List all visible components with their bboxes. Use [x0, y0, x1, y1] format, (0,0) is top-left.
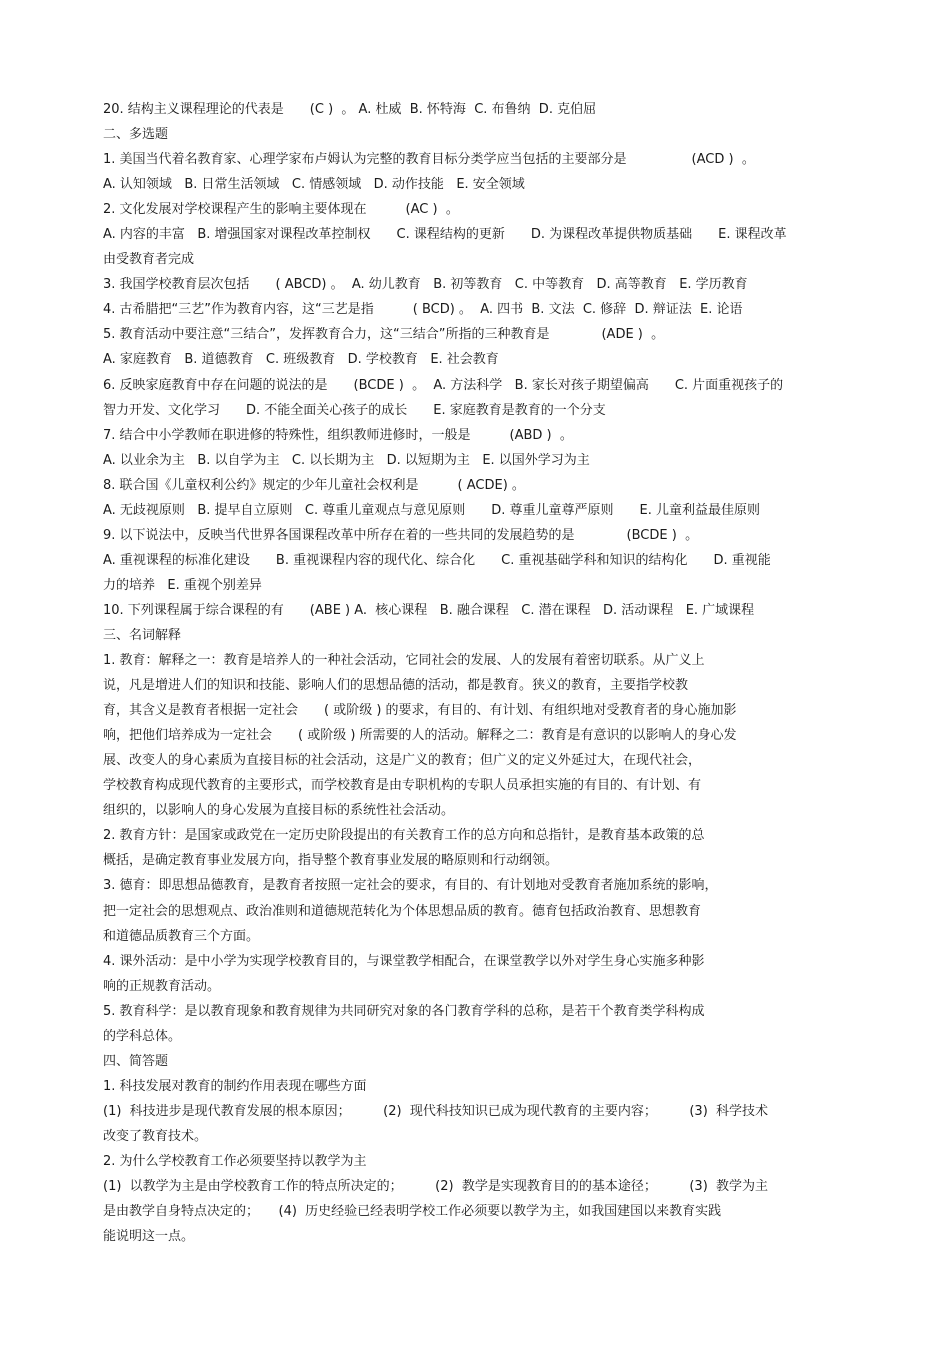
text-line: 6. 反映家庭教育中存在问题的说法的是 (BCDE ) 。 A. 方法科学 B. 家长对孩子期望偏高 C. 片面重视孩子的 [103, 377, 784, 393]
text-line: A. 内容的丰富 B. 增强国家对课程改革控制权 C. 课程结构的更新 D. 为课程改革提供物质基础 E. 课程改革 [103, 227, 787, 243]
text-line: 3. 我国学校教育层次包括 ( ABCD) 。 A. 幼儿教育 B. 初等教育 C. 中等教育 D. 高等教育 E. 学历教育 [103, 277, 748, 293]
text-line: 响的正规教育活动。 [103, 978, 221, 994]
text-line: 学校教育构成现代教育的主要形式，而学校教育是由专职机构的专职人员承担实施的有目的、有计划、有 [103, 778, 702, 794]
text-line: 由受教育者完成 [103, 252, 195, 268]
text-line: 2. 为什么学校教育工作必须要坚持以教学为主 [103, 1153, 367, 1169]
text-line: 3. 德育：即思想品德教育，是教育者按照一定社会的要求，有目的、有计划地对受教育者施加系统的影响， [103, 878, 718, 894]
text-line: 组织的，以影响人的身心发展为直接目标的系统性社会活动。 [103, 803, 455, 819]
text-line: 二、多选题 [103, 127, 169, 143]
text-line: 7. 结合中小学教师在职进修的特殊性，组织教师进修时，一般是 (ABD ) 。 [103, 427, 573, 443]
text-line: 把一定社会的思想观点、政治准则和道德规范转化为个体思想品质的教育。德育包括政治教育、思想教育 [103, 903, 702, 919]
document-body [103, 97, 833, 1249]
text-line: 改变了教育技术。 [103, 1128, 208, 1144]
text-line: 说，凡是增进人们的知识和技能、影响人们的思想品德的活动，都是教育。狭义的教育，主要指学校教 [103, 678, 689, 694]
text-line: 响，把他们培养成为一定社会 ( 或阶级 ) 所需要的人的活动。解释之二：教育是有意识的以影响人的身心发 [103, 728, 737, 744]
text-line: 20. 结构主义课程理论的代表是 (C ) 。 A. 杜威 B. 怀特海 C. 布鲁纳 D. 克伯屈 [103, 102, 597, 117]
text-line: A. 认知领域 B. 日常生活领域 C. 情感领域 D. 动作技能 E. 安全领域 [103, 177, 525, 193]
text-line: 4. 课外活动：是中小学为实现学校教育目的，与课堂教学相配合，在课堂教学以外对学生身心实施多种影 [103, 953, 705, 969]
text-line: A. 无歧视原则 B. 提早自立原则 C. 尊重儿童观点与意见原则 D. 尊重儿童尊严原则 E. 儿童利益最佳原则 [103, 502, 761, 518]
text-line: 4. 古希腊把“三艺”作为教育内容，这“三艺是指 ( BCD) 。 A. 四书 B. 文法 C. 修辞 D. 辩证法 E. 论语 [103, 302, 743, 318]
text-line: 10. 下列课程属于综合课程的有 (ABE ) A. 核心课程 B. 融合课程 C. 潜在课程 D. 活动课程 E. 广域课程 [103, 602, 755, 618]
text-line: 智力开发、文化学习 D. 不能全面关心孩子的成长 E. 家庭教育是教育的一个分支 [103, 402, 606, 418]
text-line: (1) 以教学为主是由学校教育工作的特点所决定的； (2) 教学是实现教育目的的基本途径； (3) 教学为主 [103, 1179, 769, 1195]
text-line: 1. 教育：解释之一：教育是培养人的一种社会活动，它同社会的发展、人的发展有着密切联系。从广义上 [103, 653, 705, 669]
text-line: 1. 美国当代着名教育家、心理学家布卢姆认为完整的教育目标分类学应当包括的主要部分是 (ACD ) 。 [103, 152, 755, 168]
text-line: 8. 联合国《儿童权利公约》规定的少年儿童社会权利是 ( ACDE) 。 [103, 477, 525, 493]
text-line: 5. 教育活动中要注意“三结合”，发挥教育合力，这“三结合”所指的三种教育是 (ADE ) 。 [103, 327, 665, 343]
text-line: 能说明这一点。 [103, 1229, 195, 1245]
text-line: 和道德品质教育三个方面。 [103, 928, 260, 944]
text-line: 展、改变人的身心素质为直接目标的社会活动，这是广义的教育；但广义的定义外延过大，在现代社会， [103, 753, 702, 769]
text-line: 四、简答题 [103, 1053, 169, 1069]
text-line: 9. 以下说法中，反映当代世界各国课程改革中所存在着的一些共同的发展趋势的是 (BCDE ) 。 [103, 527, 699, 543]
text-line: 三、名词解释 [103, 627, 182, 643]
text-line: 概括，是确定教育事业发展方向，指导整个教育事业发展的略原则和行动纲领。 [103, 853, 559, 869]
text-line: 是由教学自身特点决定的； (4) 历史经验已经表明学校工作必须要以教学为主，如我国建国以来教育实践 [103, 1204, 722, 1220]
text-line: A. 家庭教育 B. 道德教育 C. 班级教育 D. 学校教育 E. 社会教育 [103, 352, 499, 368]
text-line: 育，其含义是教育者根据一定社会 ( 或阶级 ) 的要求，有目的、有计划、有组织地对受教育者的身心施加影 [103, 703, 737, 719]
text-line: A. 重视课程的标准化建设 B. 重视课程内容的现代化、综合化 C. 重视基础学科和知识的结构化 D. 重视能 [103, 552, 771, 568]
text-line: 的学科总体。 [103, 1028, 182, 1044]
text-line: 2. 教育方针：是国家或政党在一定历史阶段提出的有关教育工作的总方向和总指针，是教育基本政策的总 [103, 828, 705, 844]
text-line: 力的培养 E. 重视个别差异 [103, 577, 262, 593]
text-line: A. 以业余为主 B. 以自学为主 C. 以长期为主 D. 以短期为主 E. 以国外学习为主 [103, 452, 590, 468]
text-line: (1) 科技进步是现代教育发展的根本原因； (2) 现代科技知识已成为现代教育的主要内容； (3) 科学技术 [103, 1103, 769, 1119]
text-line: 2. 文化发展对学校课程产生的影响主要体现在 (AC ) 。 [103, 202, 459, 218]
text-line: 5. 教育科学：是以教育现象和教育规律为共同研究对象的各门教育学科的总称，是若干个教育类学科构成 [103, 1003, 705, 1019]
text-line: 1. 科技发展对教育的制约作用表现在哪些方面 [103, 1078, 367, 1094]
